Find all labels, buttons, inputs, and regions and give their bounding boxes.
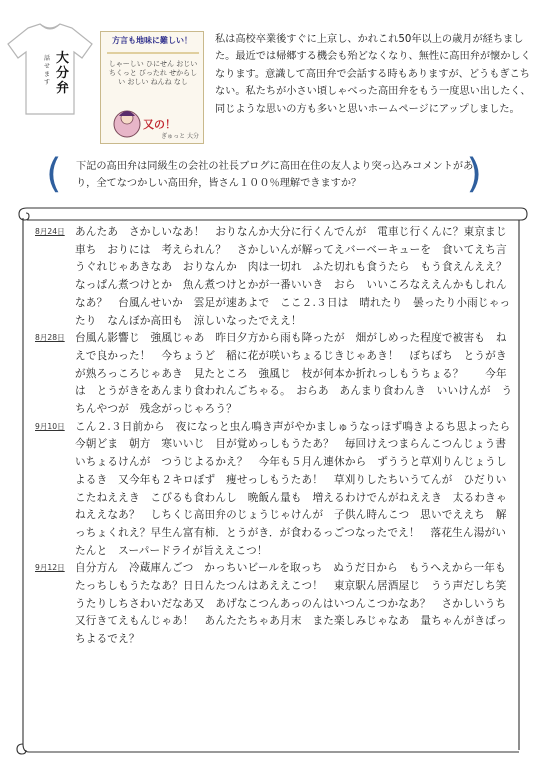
intro-paragraph: 私は高校卒業後すぐに上京し、かれこれ50年以上の歳月が経ちました。最近では帰郷する機会も殆どなくなり、無性に高田弁が懐かしくなります。意識して高田弁で会話する時もありますが、どうもぎこちない。私たちが小さい頃しゃべった高田弁をもう一度思い出したく、同じような思いの方も多いと思いホームページにアップしました。 [215, 34, 531, 115]
book-cover-image [100, 31, 204, 144]
entry-text: こん２.３日前から 夜になっと虫ん鳴き声がやかましゅうなっほず鳴きよるち思よったら 今朝どま 朝方 寒いいじ 目が覚めっしもうたあ？ 毎回けえつまらんこつんじょう書いちょるけんが つうじよるかえ？ 今年も５月ん連休から ずううと草刈りんじょうしよるき 又今年も２キロぼず 痩せっしもうたあ！ 草刈りしたちいうてんが ひだりいこたねええき こびるも食わんし 晩飯ん量も 増えるわけでんがねええき 太るわきゃねええなあ？ しちくじ高田弁のじょうじゃけんが 子供ん時んこつ 思いでええち 解っちょくれえ？早生ん富有柿．とうがき．が食わるっごつなったでえ！ 落花生ん湯がいたんと スーパードライが旨ええこつ！ [75, 420, 522, 557]
book-brand: ぎゅっと 大分 [161, 133, 199, 140]
left-bracket-icon: ( [46, 151, 62, 197]
scroll-panel [15, 204, 529, 760]
entry-text: 自分方ん 冷蔵庫んごつ かっちいビールを取っち ぬうだ日から もうへえから一年もたっちしもうたなあ？日日んたつんはあええこつ！ 東京駅ん居酒屋じ うう声だしち笑うたりしちさわいだなあ又 あげなこつんあっのんはいつんこつかなあ？ さかしいうち又行きてえもんじゃあ！ あんたたちゃあ月末 また楽しみじゃなあ 量ちゃんがきぱっちよるでえ？ [75, 562, 507, 646]
entry-date: 8月28日 [35, 333, 65, 343]
book-title: 方言も地味に難しい！ [112, 36, 192, 45]
svg-text:す: す [44, 79, 51, 86]
callout-text: 下記の高田弁は同級生の会社の社長ブログに高田在住の友人より突っ込みコメントがあり，全てなつかしい高田弁，皆さん１００％理解できますか？ [76, 161, 474, 190]
svg-text:分: 分 [56, 66, 70, 81]
svg-text:弁: 弁 [56, 81, 70, 96]
entry-text: あんたあ さかしいなあ！ おりなんか大分に行くんでんが 電車じ行くんに？東京まじ車ち おりには 考えられん？ さかしいんが解ってえバーベーキューを 食いてえち言うぐれじゃあきなあ おりなんか 肉は一切れ ふた切れも食うたら もう食えんええ？ なっぱん煮つけとか 魚ん煮つけとかが一番いいき おら いいころなええんかもしれんなあ？ 台風んせいか 雲足が速あよで ここ２.３日は 晴れたり 曇ったり小雨じゃったり なんぼか高田も 涼しいなったでええ！ [75, 226, 518, 327]
entries-list [35, 224, 522, 649]
book-words: しゃーしい ひにせん おじい ちくっと びったれ せからしい おしい ねんね なし [108, 60, 198, 86]
entry-0828 [35, 330, 515, 419]
svg-text:せ: せ [44, 63, 51, 70]
svg-text:大: 大 [56, 51, 70, 66]
svg-text:ま: ま [44, 71, 51, 78]
svg-text:話: 話 [44, 55, 51, 62]
entry-0824 [35, 224, 518, 330]
entry-text: 台風ん影響じ 強風じゃあ 昨日夕方から雨も降ったが 畑がしめった程度で被害も ねえで良かった！ 今ちょうど 稲に花が咲いちょるじきじゃあき！ ぼちぼち とうがきが熟ろっころじゃあき 見たところ 強風じ 枝が何本か折れっしもうちょる？ 今年は とうがきをあんまり食われんごちゃる。 おらあ あんまり食わんき いいけんが うちんやつが 残念がっじゃろう？ [75, 332, 513, 416]
entry-date: 9月12日 [35, 563, 65, 573]
tshirt-image [6, 22, 94, 118]
entry-date: 9月10日 [35, 421, 65, 431]
book-shout: 又の！ [143, 118, 176, 131]
entry-0910 [35, 419, 522, 561]
entry-date: 8月24日 [35, 227, 65, 236]
right-bracket-icon: ) [466, 151, 482, 197]
callout-box [46, 151, 482, 197]
entry-0912 [35, 560, 515, 649]
